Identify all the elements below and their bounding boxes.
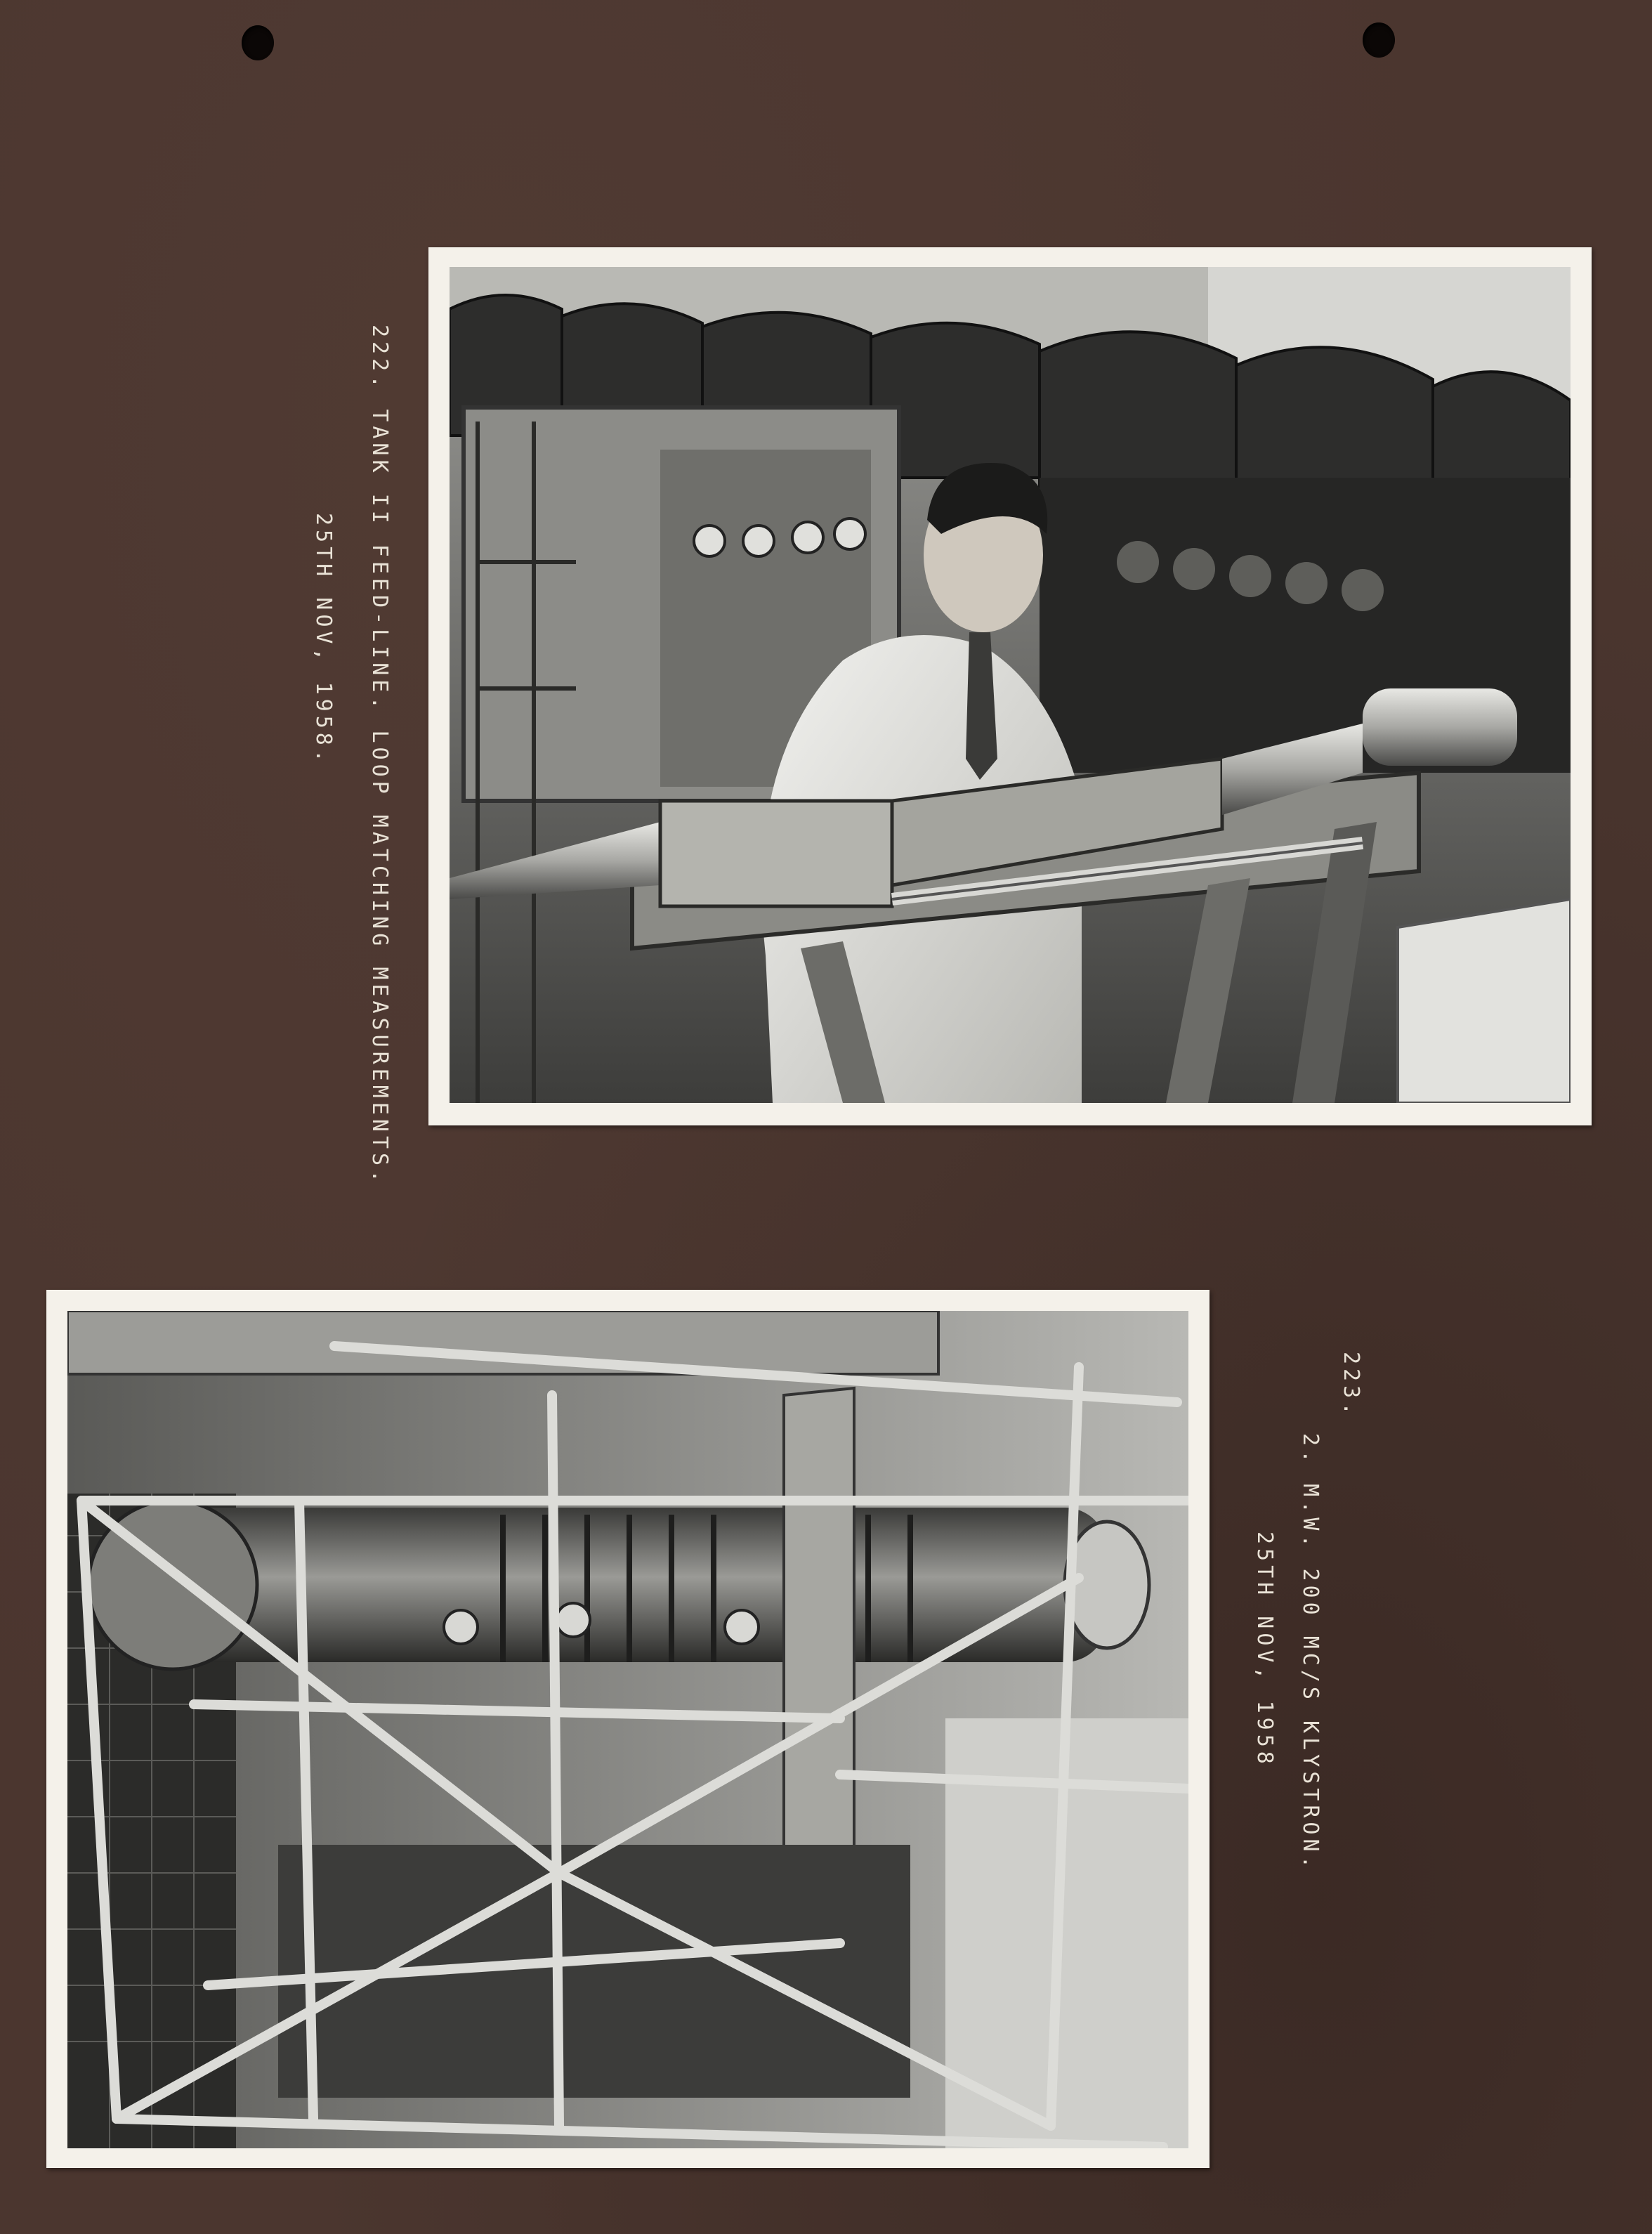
top-photo-scene <box>450 267 1571 1103</box>
bottom-photo-image <box>67 1311 1188 2148</box>
top-photo-caption-line2: 25TH NOV, 1958. <box>311 513 336 766</box>
top-photo-caption-line1: 222. TANK II FEED-LINE. LOOP MATCHING MEASUREMENTS. <box>367 325 392 1187</box>
bottom-photo-caption-line3: 25TH NOV, 1958 <box>1252 1531 1277 1768</box>
top-photo-print <box>428 247 1592 1125</box>
top-photo-image <box>450 267 1571 1103</box>
bottom-photo-scene <box>67 1311 1188 2148</box>
punch-hole-right <box>1363 22 1395 58</box>
bottom-photo-caption-line2: 2. M.W. 200 MC/S KLYSTRON. <box>1298 1433 1323 1873</box>
bottom-photo-print <box>46 1290 1210 2168</box>
punch-hole-left <box>242 25 274 60</box>
bottom-photo-caption-line1: 223. <box>1339 1352 1363 1420</box>
